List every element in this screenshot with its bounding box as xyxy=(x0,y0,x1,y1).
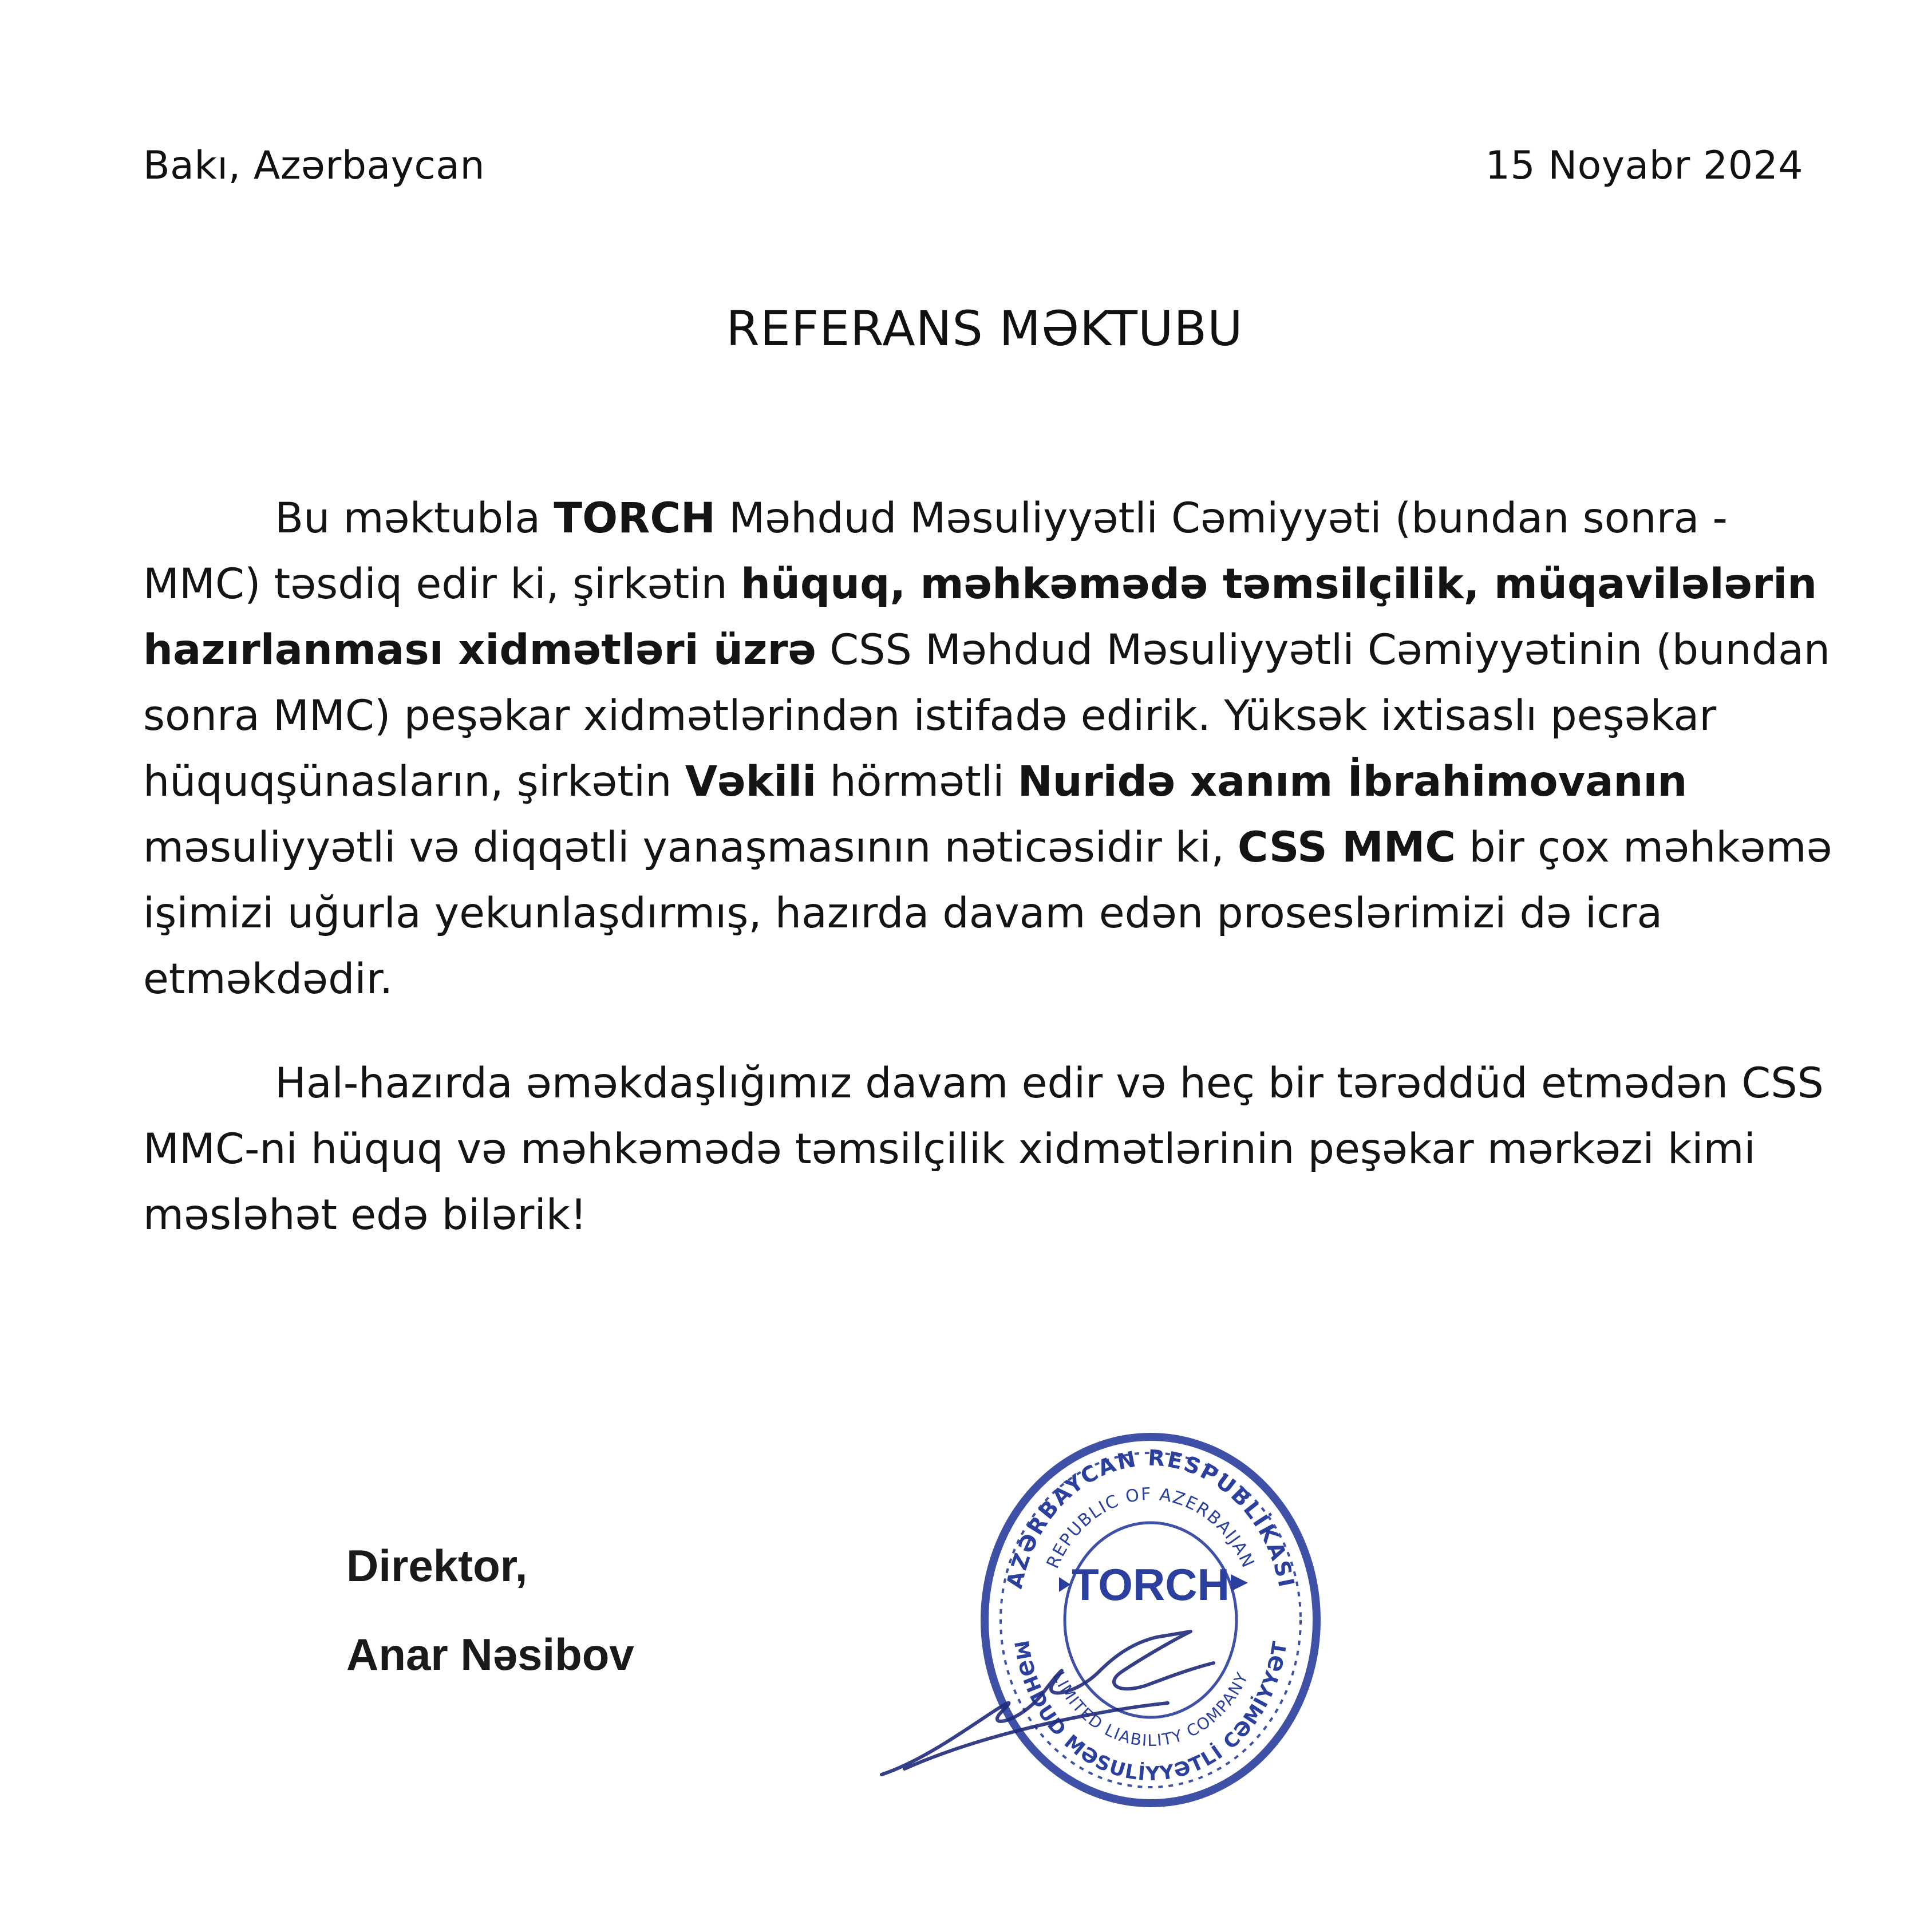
bold-text-run: TORCH xyxy=(554,494,716,543)
text-run: məsuliyyətli və diqqətli yanaşmasının nəticəsidir ki, xyxy=(143,823,1238,872)
stamp-outer-text: AZƏRBAYCAN RESPUBLİKASI xyxy=(1001,1445,1299,1591)
paragraph-1-text xyxy=(143,485,1855,1012)
bold-text-run: hüquq, məhkəmədə təmsilçilik, müqavilələrin hazırlanması xidmətləri üzrə xyxy=(143,560,1818,674)
signer-name: Anar Nəsibov xyxy=(346,1629,634,1680)
stamp-bottom-text: MƏHDUD MƏSULİYYƏTLİ CƏMİYYƏT xyxy=(1009,1638,1292,1786)
bold-text-run: CSS MMC xyxy=(1237,823,1456,872)
company-stamp xyxy=(870,1374,1385,1832)
stamp-bottom-text-2: LIMITED LIABILITY COMPANY xyxy=(1049,1669,1253,1751)
text-run: bir çox məhkəmə işimizi uğurla yekunlaşdırmış, hazırda davam edən proseslərimizi də icra etməkdədir. xyxy=(143,823,1832,1003)
text-run: Məhdud Məsuliyyətli Cəmiyyəti (bundan sonra - MMC) təsdiq edir ki, şirkətin xyxy=(143,494,1728,609)
bold-text-run: Nuridə xanım İbrahimovanın xyxy=(1017,757,1688,806)
text-run: hörmətli xyxy=(816,757,1018,806)
stamp-inner-text: REPUBLIC OF AZERBAIJAN xyxy=(1042,1484,1259,1572)
paragraph-2-text: Hal-hazırda əməkdaşlığımız davam edir və heç bir tərəddüd etmədən CSS MMC-ni hüquq və məhkəmədə təmsilçilik xidmətlərinin peşəkar mərkəzi kimi məsləhət edə bilərik! xyxy=(143,1059,1824,1239)
place-line: Bakı, Azərbaycan xyxy=(143,143,485,188)
bold-text-run: Vəkili xyxy=(685,757,817,806)
letter-paragraph-1 xyxy=(143,485,1855,1012)
letter-paragraph-2 xyxy=(143,1050,1855,1248)
text-run: Bu məktubla xyxy=(275,494,554,543)
stamp-center-text: TORCH xyxy=(1072,1559,1230,1610)
date-line: 15 Noyabr 2024 xyxy=(1485,143,1803,188)
text-run: CSS Məhdud Məsuliyyətli Cəmiyyətinin (bundan sonra MMC) peşəkar xidmətlərindən istifadə edirik. Yüksək ixtisaslı peşəkar hüquqşünasların, şirkətin xyxy=(143,626,1831,806)
signer-position: Direktor, xyxy=(346,1540,528,1591)
letter-title: REFERANS MƏKTUBU xyxy=(726,301,1243,357)
